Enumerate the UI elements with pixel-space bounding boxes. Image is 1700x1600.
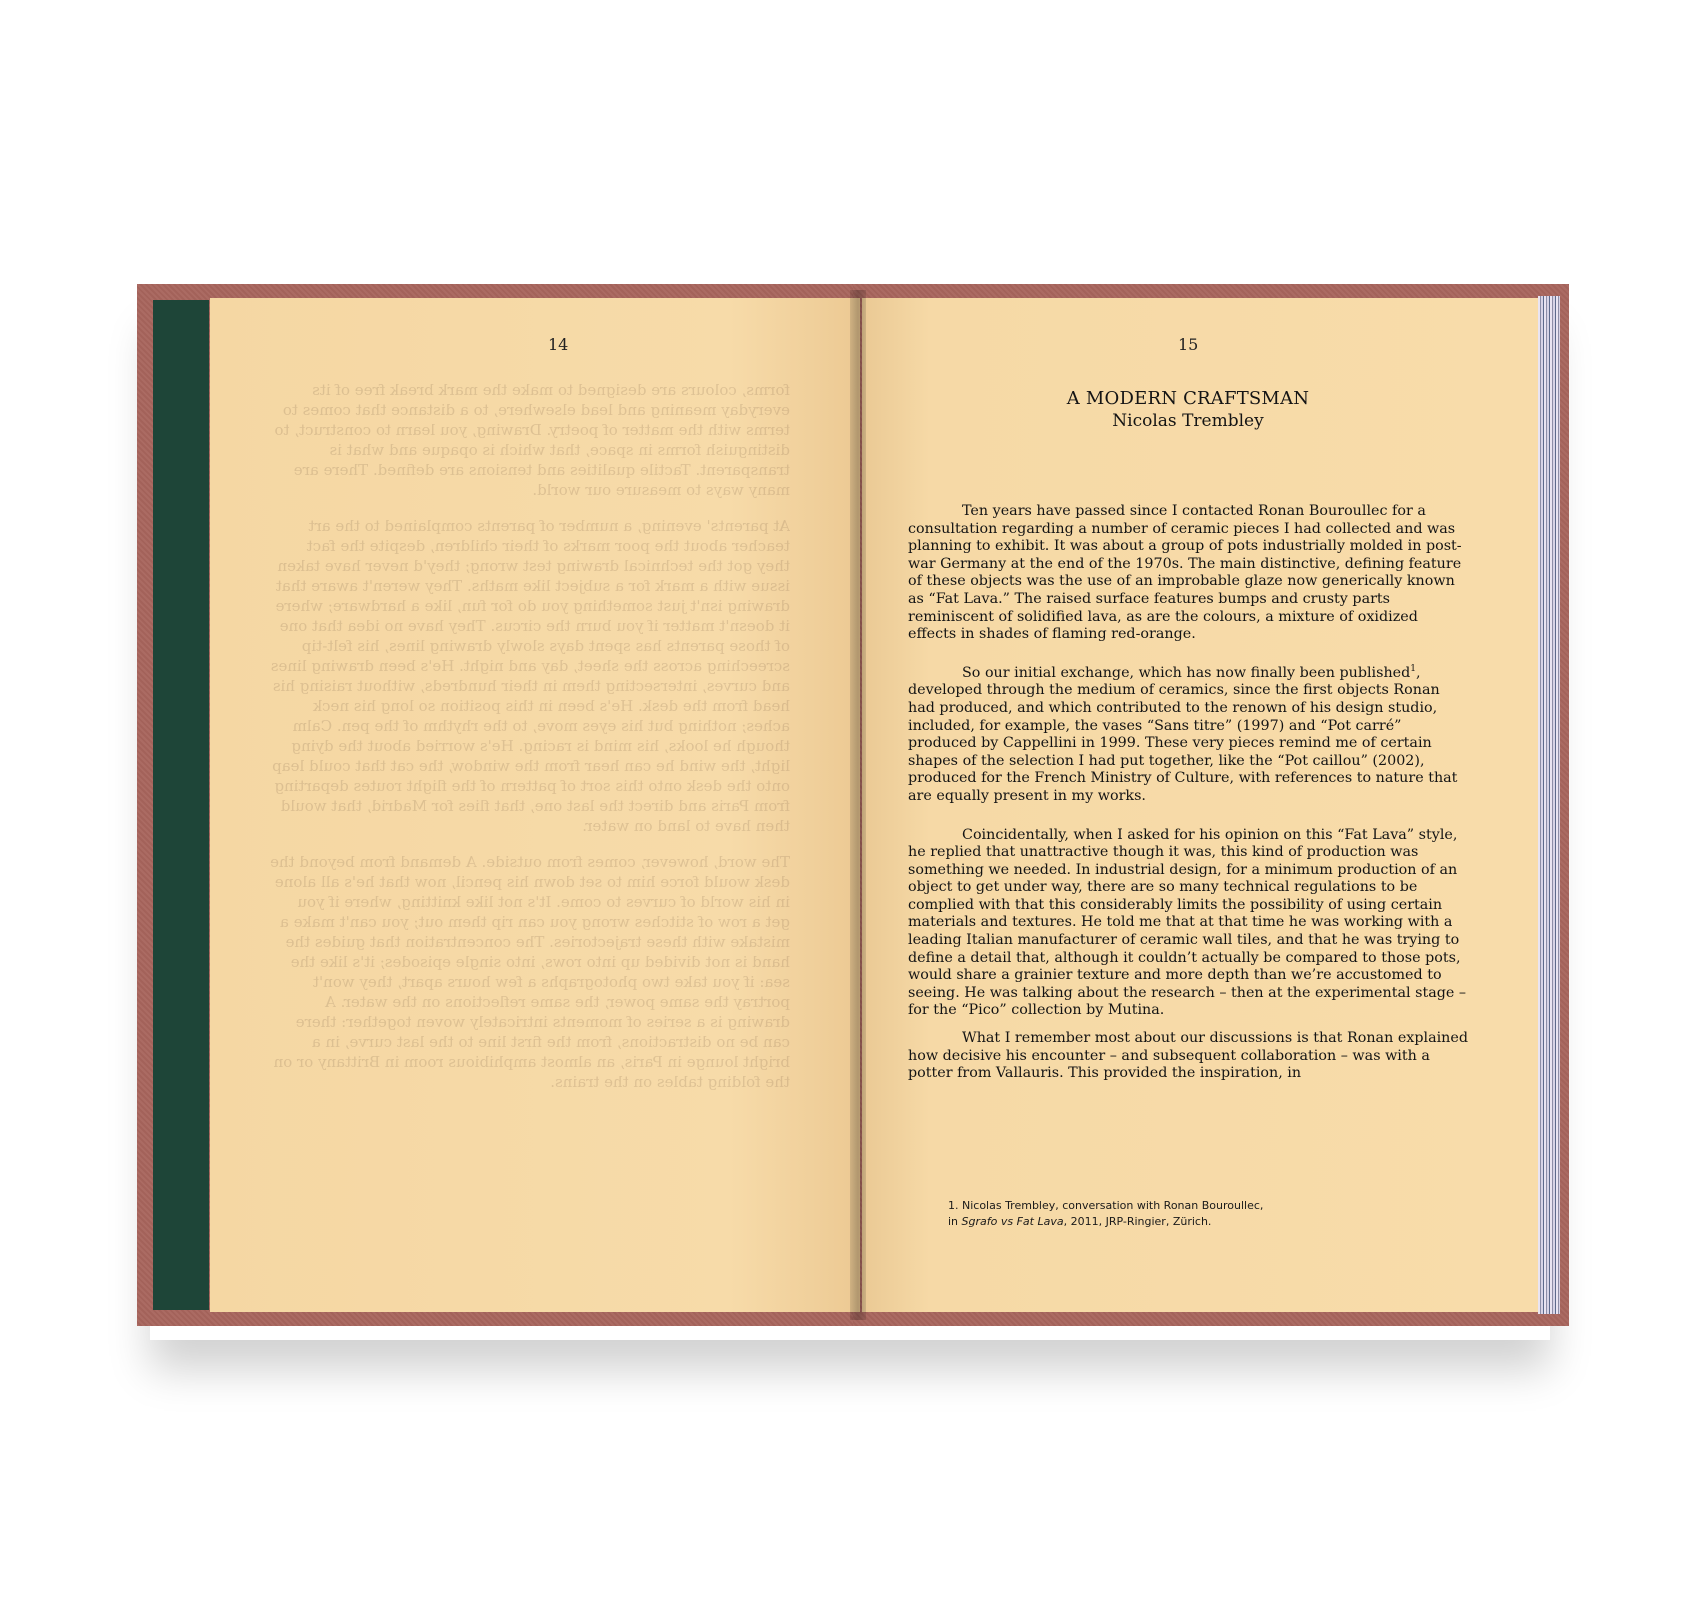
show-through-paragraph: At parents' evening, a number of parents complained to the art teacher about the poor marks of their children, despite the fact they got the technical drawing test wrong; they'd never have taken issue with a mark for a subject like maths. They weren't aware that drawing isn't just something you do for fun, like a hardware; where it doesn't matter if you burn the circus. They have no idea that one of those parents has spent days slowly drawing lines, his felt-tip screeching across the sheet, day and night. He's been drawing lines and curves, intersecting them in their hundreds, without raising his head from the desk. He's been in this position so long his neck aches; nothing but his eyes move, to the rhythm of the pen. Calm though he looks, his mind is racing. He's worried about the dying light, the wind he can hear from the window, the cat that could leap onto the desk onto this sort of pattern of the flight routes departing from Paris and direct the last one, that flies for Madrid, that would then have to land on water. xyxy=(270,517,790,835)
paragraph xyxy=(908,665,1468,806)
footnote-title: Sgrafo vs Fat Lava xyxy=(961,1215,1064,1228)
footnote xyxy=(948,1198,1368,1230)
paragraph-text: , developed through the medium of ceramics, since the first objects Ronan had produced, and which contributed to the renown of his design studio, included, for example, the vases “Sans titre” (1997) and “Pot carré” produced by Cappellini in 1999. These very pieces remind me of certain shapes of the selection I had put together, like the “Pot caillou” (2002), produced for the French Ministry of Culture, with references to nature that are equally present in my works. xyxy=(908,664,1458,804)
article-author: Nicolas Trembley xyxy=(1112,411,1264,431)
paragraph: Ten years have passed since I contacted Ronan Bouroullec for a consultation regarding a number of ceramic pieces I had collected and was planning to exhibit. It was about a group of pots industrially molded in post-war Germany at the end of the 1970s. The main distinctive, defining feature of these objects was the use of an improbable glaze now generically known as “Fat Lava.” The raised surface features bumps and crusty parts reminiscent of solidified lava, as are the colours, a mixture of oxidized effects in shades of flaming red-orange. xyxy=(908,503,1462,643)
show-through-paragraph: forms, colours are designed to make the mark break free of its everyday meaning and lead elsewhere, to a distance that comes to terms with the matter of poetry. Drawing, you learn to construct, to distinguish forms in space, that which is opaque and what is transparent. Tactile qualities and tensions are defined. There are many ways to measure our world. xyxy=(274,381,790,499)
endpaper-green xyxy=(153,300,209,1310)
article-title: A MODERN CRAFTSMAN xyxy=(1066,388,1310,409)
footnote-marker: 1 xyxy=(1410,663,1417,674)
article-body xyxy=(908,503,1468,1083)
paragraph: What I remember most about our discussions is that Ronan explained how decisive his encounter – and subsequent collaboration – was with a potter from Vallauris. This provided the inspiration, in xyxy=(908,1030,1468,1082)
footnote-line: 1. Nicolas Trembley, conversation with Ronan Bouroullec, xyxy=(948,1199,1264,1212)
book-gutter xyxy=(850,290,866,1320)
show-through-paragraph: The word, however, comes from outside. A demand from beyond the desk would force him to set down his pencil, now that he's all alone in his world of curves to come. It's not like knitting, where if you get a row of stitches wrong you can rip them out; you can't make a mistake with these trajectories. The concentration that guides the hand is not divided up into rows, into single episodes; it's like the sea: if you take two photographs a few hours apart, they won't portray the same power, the same reflections on the water. A drawing is a series of moments intricately woven together: there can be no distractions, from the first line to the last curve, in a bright lounge in Paris, an almost amphibious room in Brittany or on the folding tables on the trains. xyxy=(270,853,790,1091)
right-page-number: 15 xyxy=(1178,335,1199,354)
footnote-suffix: , 2011, JRP-Ringier, Zürich. xyxy=(1063,1215,1212,1228)
paragraph: Coincidentally, when I asked for his opinion on this “Fat Lava” style, he replied that unattractive though it was, this kind of production was something we needed. In industrial design, for a minimum production of an object to get under way, there are so many technical regulations to be complied with that this considerably limits the possibility of using certain materials and textures. He told me that at that time he was working with a leading Italian manufacturer of ceramic wall tiles, and that he was trying to define a detail that, although it couldn’t actually be compared to those pots, would share a grainier texture and more depth than we’re accustomed to seeing. He was talking about the research – then at the experimental stage – for the “Pico” collection by Mutina. xyxy=(908,826,1467,1019)
page-edges xyxy=(1538,296,1560,1314)
paragraph-text: So our initial exchange, which has now finally been published xyxy=(962,664,1411,681)
left-page-number: 14 xyxy=(548,335,569,354)
footnote-prefix: in xyxy=(948,1215,962,1228)
article xyxy=(908,388,1468,1104)
show-through-text xyxy=(270,380,790,1100)
